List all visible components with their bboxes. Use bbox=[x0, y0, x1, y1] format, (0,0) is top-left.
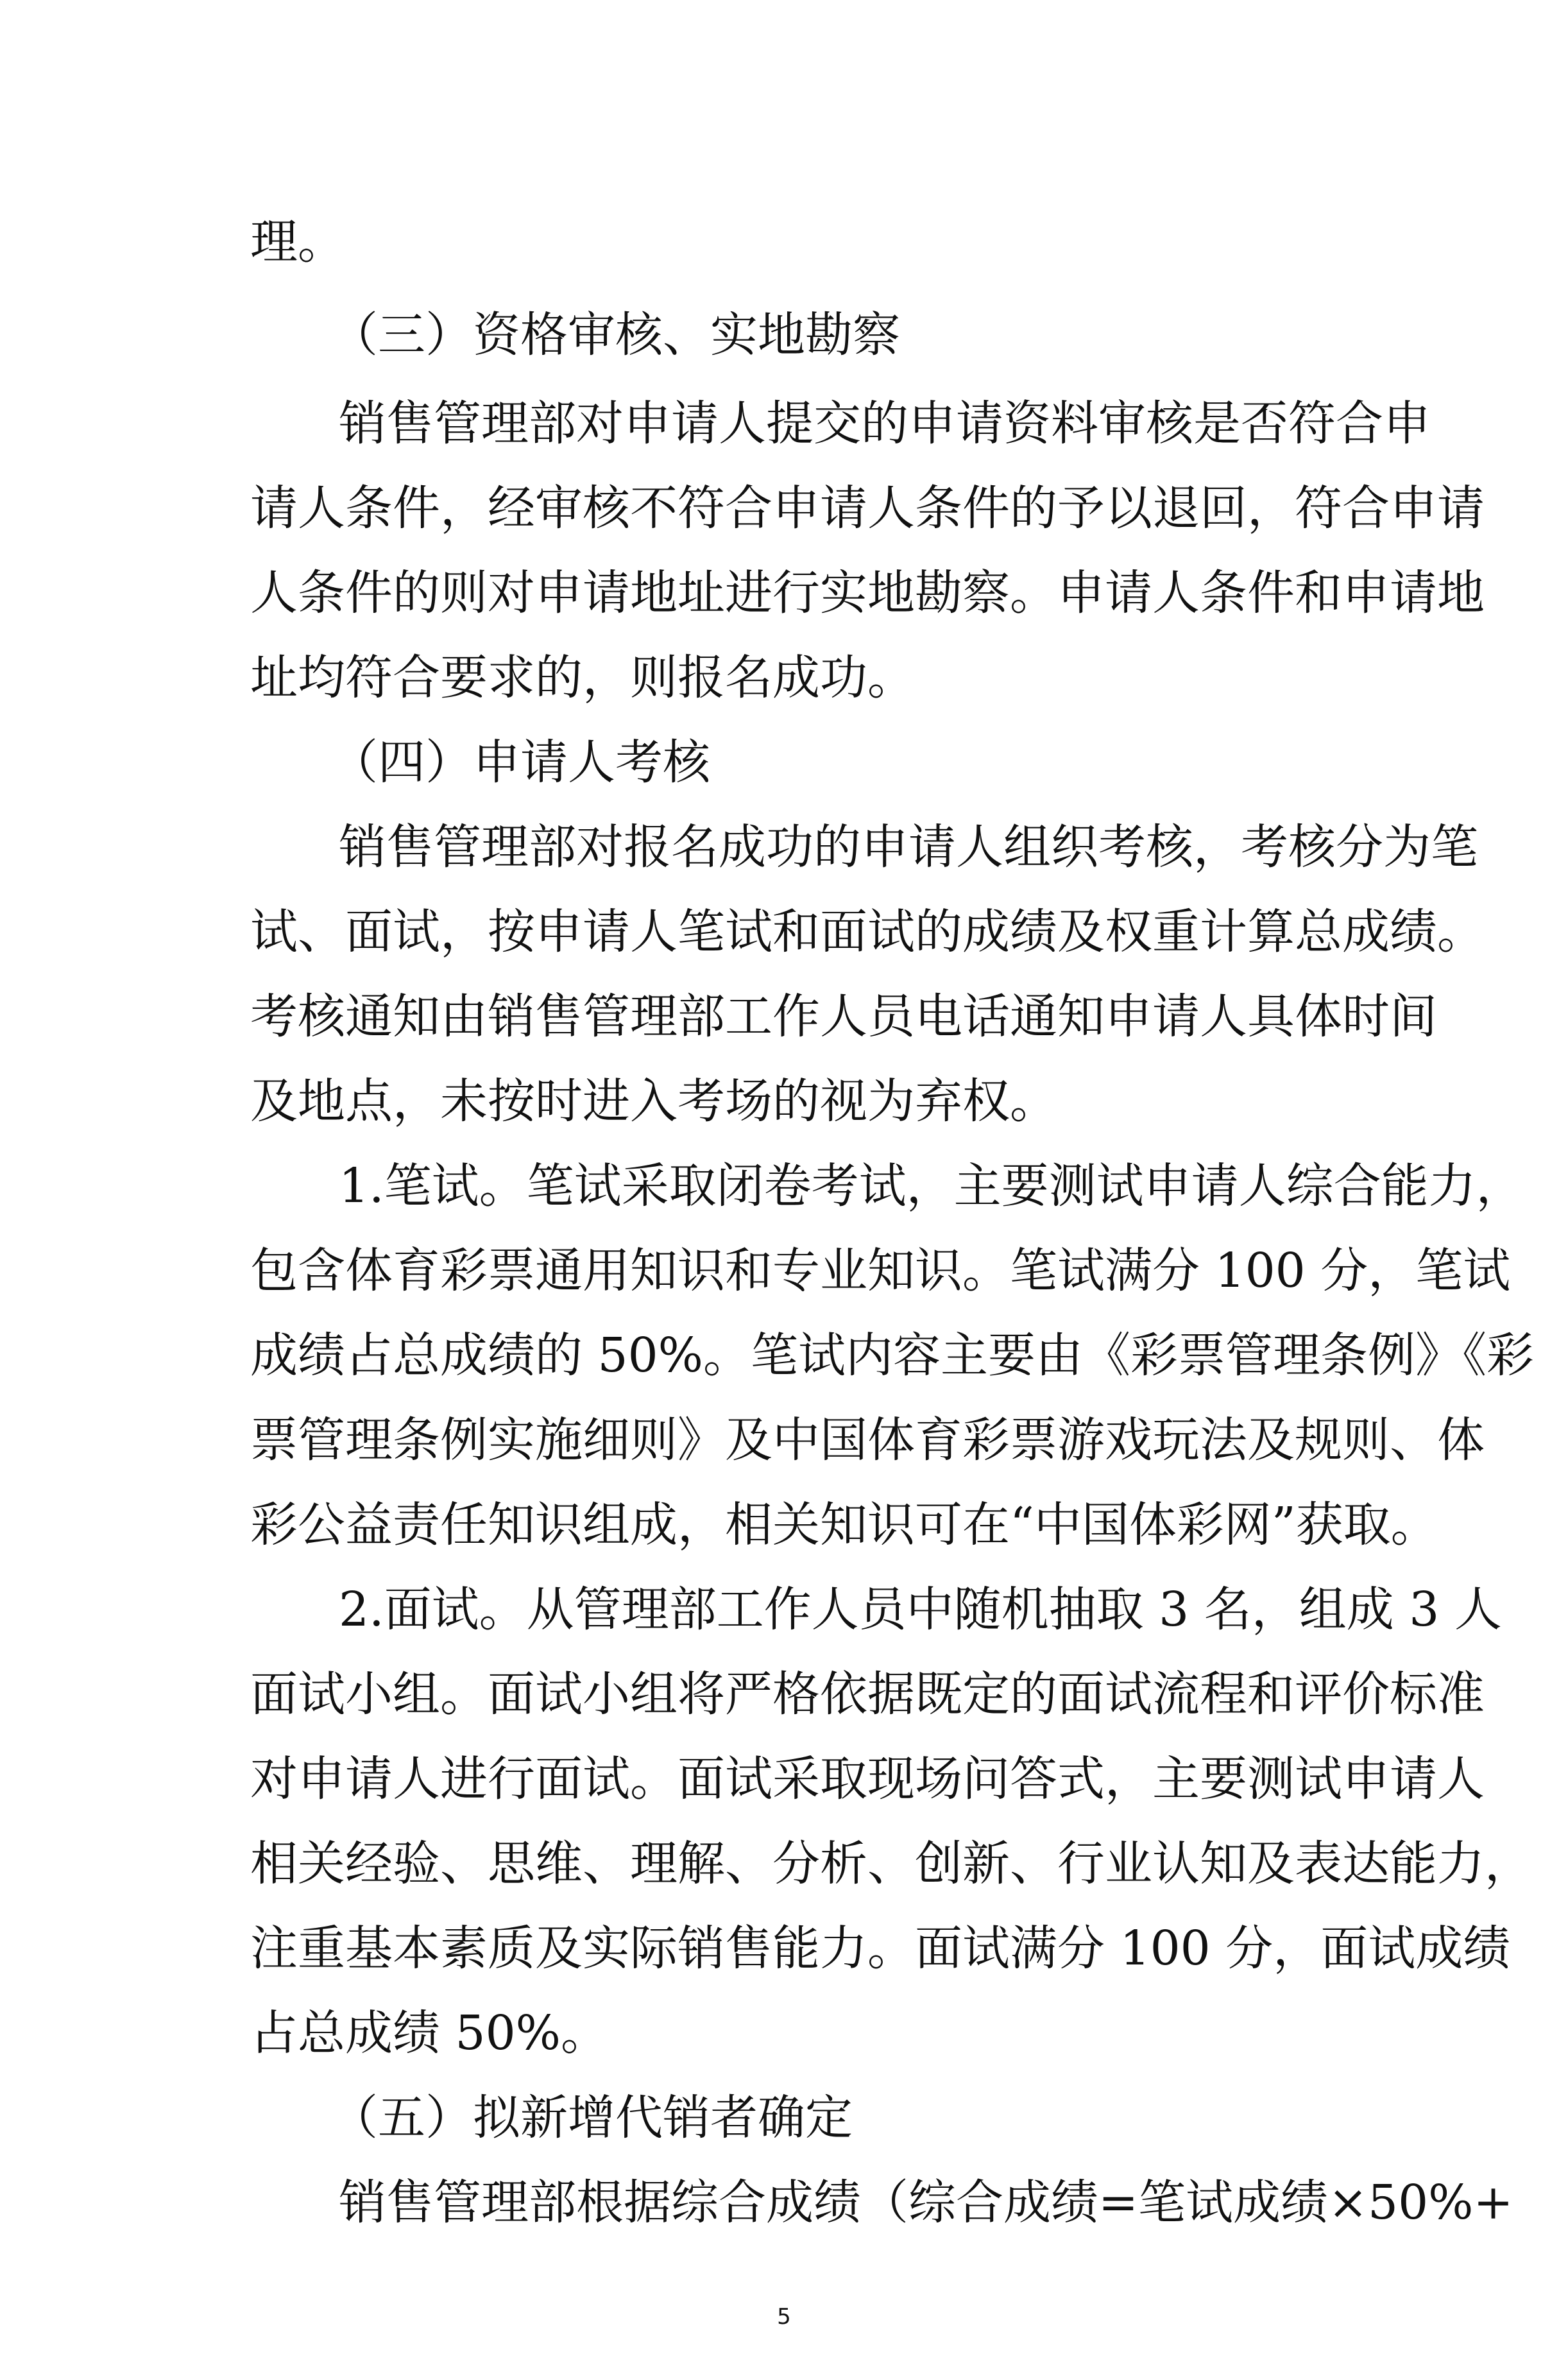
text-line: 考核通知由销售管理部工作人员电话通知申请人具体时间 bbox=[250, 989, 1437, 1044]
text-line: 请人条件，经审核不符合申请人条件的予以退回，符合申请 bbox=[250, 481, 1485, 536]
text-line: 销售管理部根据综合成绩（综合成绩=笔试成绩×50%+ bbox=[339, 2175, 1513, 2230]
text-line: 人条件的则对申请地址进行实地勘察。申请人条件和申请地 bbox=[250, 565, 1485, 621]
text-line: 对申请人进行面试。面试采取现场问答式，主要测试申请人 bbox=[250, 1751, 1485, 1807]
text-line: 销售管理部对报名成功的申请人组织考核，考核分为笔 bbox=[339, 820, 1478, 875]
section-heading-3: （三）资格审核、实地勘察 bbox=[330, 307, 900, 363]
text-line: 址均符合要求的，则报名成功。 bbox=[250, 650, 915, 705]
text-line: 注重基本素质及实际销售能力。面试满分 100 分，面试成绩 bbox=[250, 1921, 1511, 1976]
text-line: 理。 bbox=[250, 214, 345, 270]
text-line: 相关经验、思维、理解、分析、创新、行业认知及表达能力， bbox=[250, 1836, 1532, 1891]
text-line: 面试小组。面试小组将严格依据既定的面试流程和评价标准 bbox=[250, 1667, 1485, 1722]
section-heading-5: （五）拟新增代销者确定 bbox=[330, 2090, 853, 2145]
page-number: 5 bbox=[777, 2304, 791, 2330]
text-line: 试、面试，按申请人笔试和面试的成绩及权重计算总成绩。 bbox=[250, 904, 1485, 959]
text-line: 成绩占总成绩的 50%。笔试内容主要由《彩票管理条例》《彩 bbox=[250, 1328, 1534, 1383]
text-line: 1.笔试。笔试采取闭卷考试，主要测试申请人综合能力， bbox=[339, 1158, 1524, 1214]
text-line: 彩公益责任知识组成，相关知识可在“中国体彩网”获取。 bbox=[250, 1497, 1438, 1552]
text-line: 占总成绩 50%。 bbox=[250, 2006, 608, 2061]
text-line: 及地点，未按时进入考场的视为弃权。 bbox=[250, 1074, 1057, 1129]
section-heading-4: （四）申请人考核 bbox=[330, 735, 710, 790]
text-line: 2.面试。从管理部工作人员中随机抽取 3 名，组成 3 人 bbox=[339, 1582, 1502, 1637]
text-line: 销售管理部对申请人提交的申请资料审核是否符合申 bbox=[339, 396, 1431, 451]
text-line: 包含体育彩票通用知识和专业知识。笔试满分 100 分，笔试 bbox=[250, 1243, 1511, 1298]
text-line: 票管理条例实施细则》及中国体育彩票游戏玩法及规则、体 bbox=[250, 1413, 1485, 1468]
